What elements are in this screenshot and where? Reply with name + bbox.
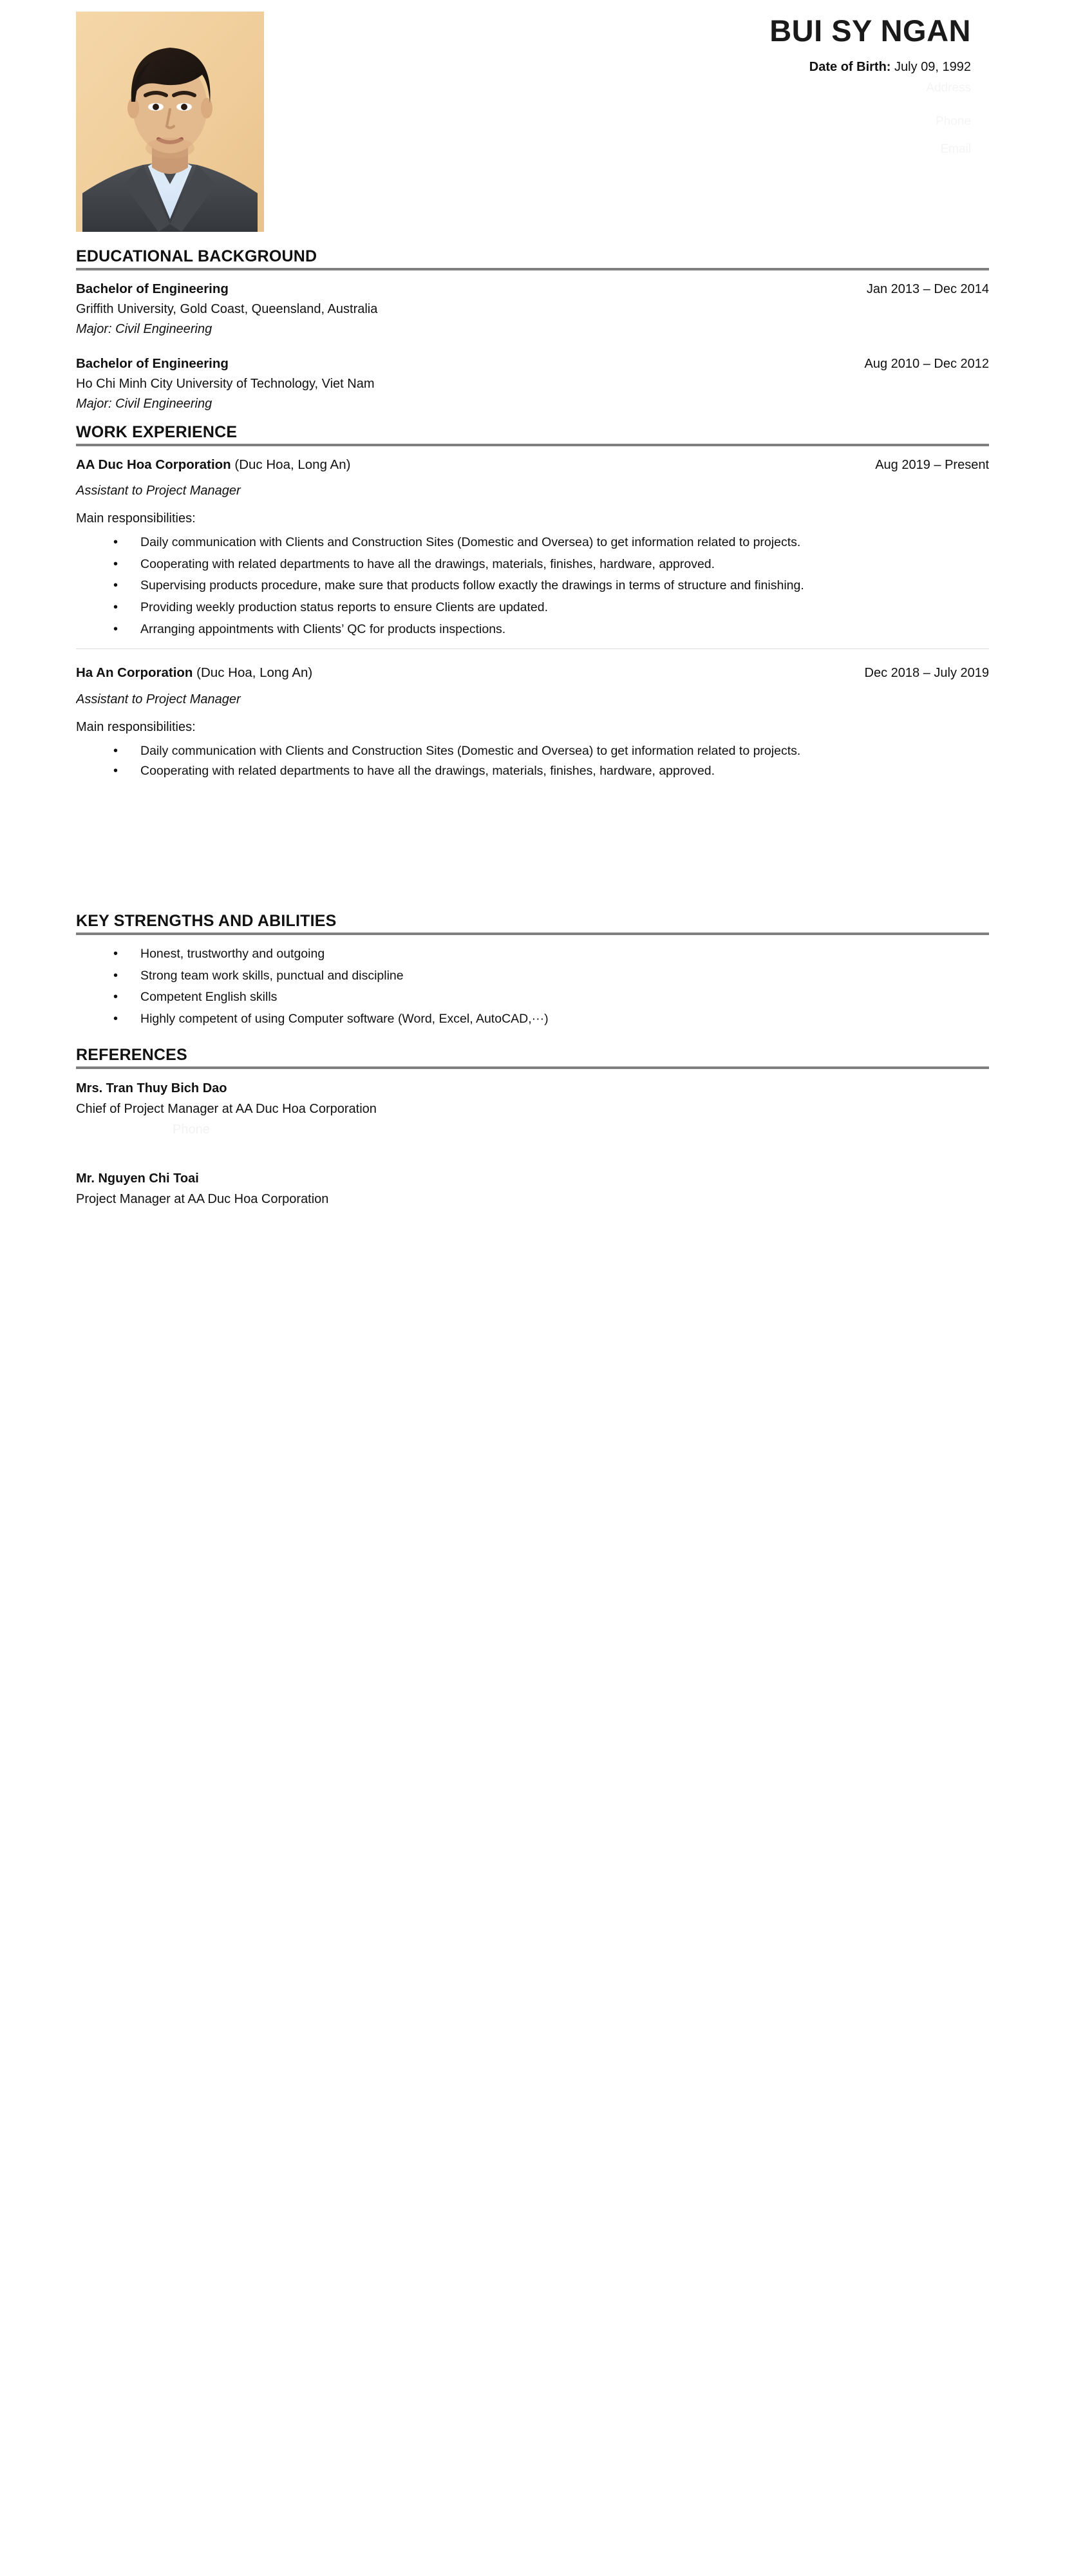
section-references xyxy=(76,1046,989,1209)
work-company-location: (Duc Hoa, Long An) xyxy=(196,665,313,681)
profile-photo xyxy=(76,12,264,232)
list-item: • Highly competent of using Computer software (Word, Excel, AutoCAD,···) xyxy=(76,1009,989,1030)
list-item: • Providing weekly production status reports to ensure Clients are updated. xyxy=(76,598,989,618)
work-responsibilities-list xyxy=(76,533,989,639)
section-rule xyxy=(76,444,989,446)
resume-header xyxy=(76,0,989,243)
list-item: • Daily communication with Clients and Construction Sites (Domestic and Oversea) to get information related to projects. xyxy=(76,741,989,762)
work-dates: Dec 2018 – July 2019 xyxy=(864,666,989,681)
list-item: • Cooperating with related departments to have all the drawings, materials, finishes, hardware, approved. xyxy=(76,761,989,782)
education-dates: Aug 2010 – Dec 2012 xyxy=(864,356,989,371)
contact-line-email xyxy=(391,141,971,158)
work-role: Assistant to Project Manager xyxy=(76,484,241,498)
work-responsibilities-list xyxy=(76,741,989,782)
section-heading-references: REFERENCES xyxy=(76,1046,187,1065)
section-rule xyxy=(76,268,989,270)
education-major: Major: Civil Engineering xyxy=(76,321,212,336)
page-break-gap xyxy=(76,786,989,908)
education-dates: Jan 2013 – Dec 2014 xyxy=(866,282,989,296)
reference-name: Mr. Nguyen Chi Toai xyxy=(76,1171,199,1186)
work-company-name: Ha An Corporation xyxy=(76,665,193,681)
date-of-birth xyxy=(391,59,971,76)
section-work-experience xyxy=(76,423,989,782)
work-company xyxy=(76,455,350,475)
work-entry xyxy=(76,663,989,782)
work-company xyxy=(76,663,312,683)
contact-line-phone xyxy=(391,113,971,131)
work-dates: Aug 2019 – Present xyxy=(875,457,989,472)
education-entry xyxy=(76,354,989,414)
list-item: • Competent English skills xyxy=(76,987,989,1008)
education-school: Griffith University, Gold Coast, Queensland, Australia xyxy=(76,301,378,316)
list-item: • Daily communication with Clients and Construction Sites (Domestic and Oversea) to get information related to projects. xyxy=(76,533,989,553)
education-degree: Bachelor of Engineering xyxy=(76,355,229,371)
reference-name: Mrs. Tran Thuy Bich Dao xyxy=(76,1081,227,1096)
list-item: • Supervising products procedure, make sure that products follow exactly the drawings in terms of structure and finishing. xyxy=(76,576,989,596)
list-item: • Cooperating with related departments to have all the drawings, materials, finishes, hardware, approved. xyxy=(76,554,989,575)
list-item: • Strong team work skills, punctual and discipline xyxy=(76,966,989,987)
contact-line-address xyxy=(391,80,971,97)
education-entry xyxy=(76,279,989,339)
work-responsibilities-label: Main responsibilities: xyxy=(76,719,196,734)
spacer xyxy=(76,1142,989,1168)
reference-phone: Phone xyxy=(173,1122,210,1137)
reference-role: Chief of Project Manager at AA Duc Hoa Corporation xyxy=(76,1102,377,1117)
date-of-birth-label: Date of Birth: xyxy=(809,59,891,74)
section-key-strengths xyxy=(76,912,989,1029)
list-item: • Arranging appointments with Clients’ QC for products inspections. xyxy=(76,620,989,640)
education-school: Ho Chi Minh City University of Technology, Viet Nam xyxy=(76,376,375,391)
page-title: BUI SY NGAN xyxy=(769,14,971,48)
education-major: Major: Civil Engineering xyxy=(76,396,212,411)
work-role: Assistant to Project Manager xyxy=(76,692,241,706)
header-identity xyxy=(391,14,971,158)
section-heading-strengths: KEY STRENGTHS AND ABILITIES xyxy=(76,912,337,931)
work-responsibilities-label: Main responsibilities: xyxy=(76,511,196,526)
section-rule xyxy=(76,1066,989,1069)
work-entry xyxy=(76,455,989,640)
section-heading-education: EDUCATIONAL BACKGROUND xyxy=(76,247,317,265)
education-degree: Bachelor of Engineering xyxy=(76,281,229,296)
list-item: • Honest, trustworthy and outgoing xyxy=(76,944,989,965)
work-company-location: (Duc Hoa, Long An) xyxy=(234,457,351,472)
section-rule xyxy=(76,933,989,935)
section-education xyxy=(76,247,989,414)
strengths-list xyxy=(76,944,989,1029)
reference-entry xyxy=(76,1168,989,1209)
spacer xyxy=(76,343,989,354)
date-of-birth-value: July 09, 1992 xyxy=(894,59,971,74)
reference-role: Project Manager at AA Duc Hoa Corporation xyxy=(76,1192,329,1207)
work-company-name: AA Duc Hoa Corporation xyxy=(76,457,231,472)
section-heading-work: WORK EXPERIENCE xyxy=(76,422,238,441)
reference-entry xyxy=(76,1078,989,1140)
